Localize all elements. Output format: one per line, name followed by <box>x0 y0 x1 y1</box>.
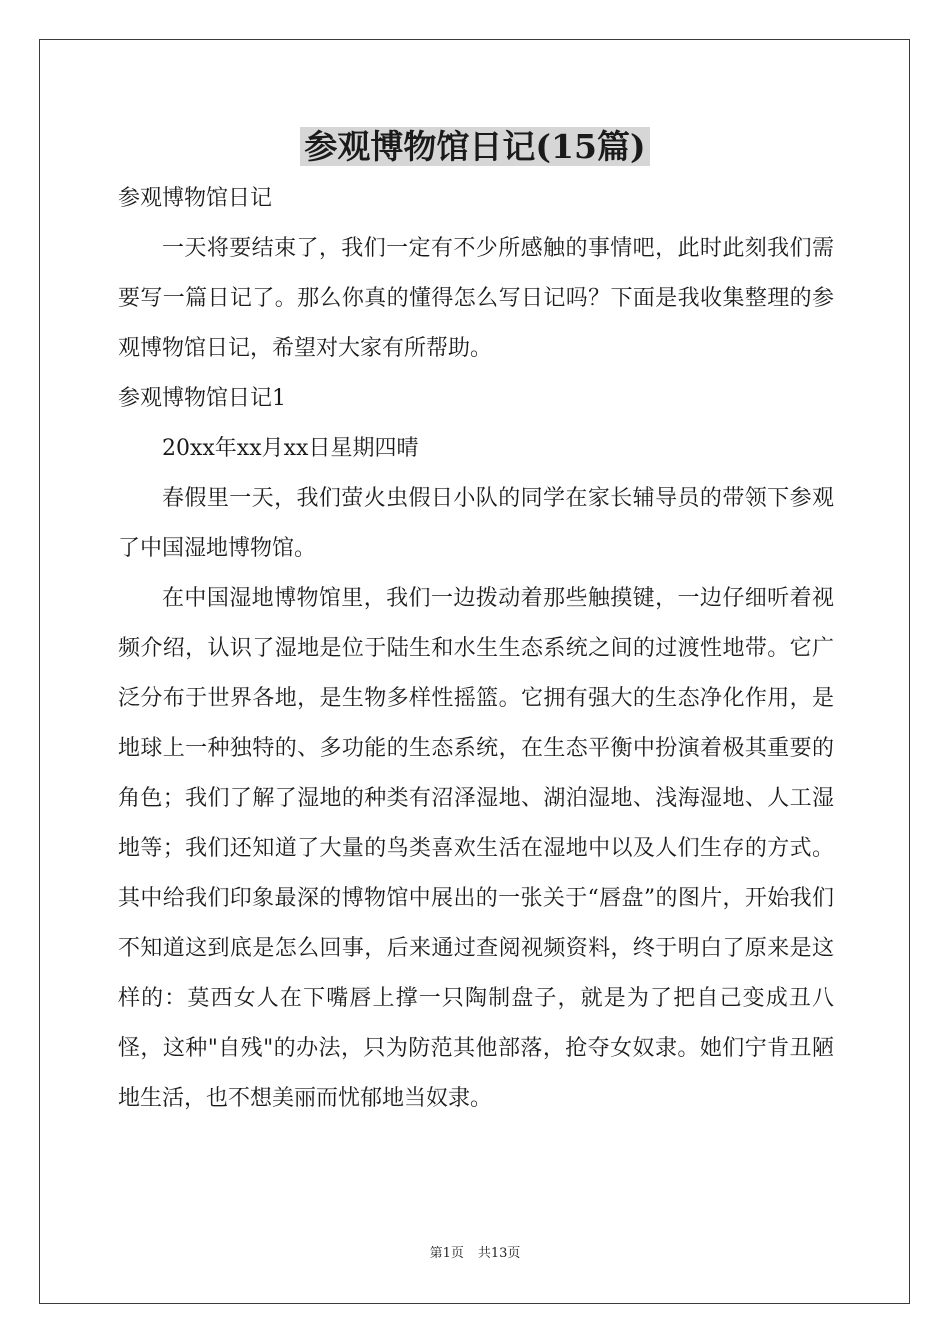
diary-date-line: 20xx年xx月xx日星期四晴 <box>162 436 419 461</box>
page-total: 共13页 <box>477 1246 521 1261</box>
document-title <box>0 127 950 167</box>
intro-paragraph: 一天将要结束了，我们一定有不少所感触的事情吧，此时此刻我们需要写一篇日记了。那么你真的懂得怎么写日记吗？下面是我收集整理的参观博物馆日记，希望对大家有所帮助。 <box>118 236 834 361</box>
section-heading: 参观博物馆日记 <box>118 186 273 211</box>
page-number: 第1页 <box>429 1246 464 1261</box>
body-paragraph: 春假里一天，我们萤火虫假日小队的同学在家长辅导员的带领下参观了中国湿地博物馆。 <box>118 486 834 561</box>
document-title-text: 参观博物馆日记(15篇) <box>300 127 649 166</box>
page-footer <box>0 1244 950 1264</box>
document-body <box>118 174 834 1124</box>
body-paragraph: 在中国湿地博物馆里，我们一边拨动着那些触摸键，一边仔细听着视频介绍，认识了湿地是位于陆生和水生生态系统之间的过渡性地带。它广泛分布于世界各地，是生物多样性摇篮。它拥有强大的生态净化作用，是地球上一种独特的、多功能的生态系统，在生态平衡中扮演着极其重要的角色；我们了解了湿地的种类有沼泽湿地、湖泊湿地、浅海湿地、人工湿地等；我们还知道了大量的鸟类喜欢生活在湿地中以及人们生存的方式。其中给我们印象最深的博物馆中展出的一张关于“唇盘”的图片，开始我们不知道这到底是怎么回事，后来通过查阅视频资料，终于明白了原来是这样的：莫西女人在下嘴唇上撑一只陶制盘子，就是为了把自己变成丑八怪，这种"自残"的办法，只为防范其他部落，抢夺女奴隶。她们宁肯丑陋地生活，也不想美丽而忧郁地当奴隶。 <box>118 586 834 1111</box>
diary-heading: 参观博物馆日记1 <box>118 386 286 411</box>
